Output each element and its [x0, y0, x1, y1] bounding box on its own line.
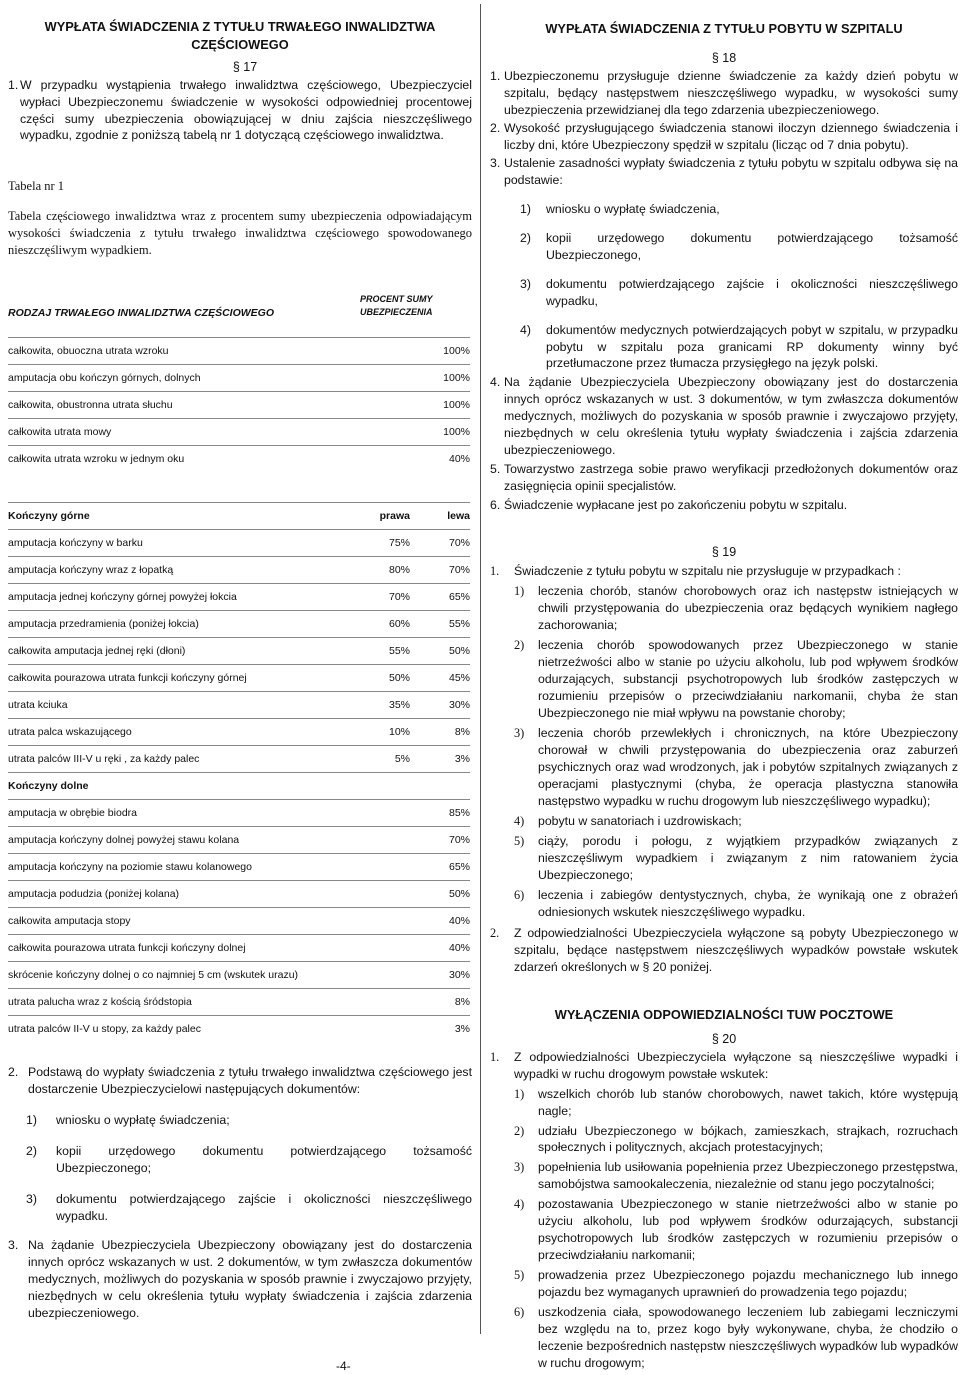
row-label: całkowita pourazowa utrata funkcji kończyny dolnej: [8, 941, 246, 954]
table-row: [8, 364, 470, 391]
table-row: [8, 826, 470, 853]
table-row: [8, 799, 470, 826]
row-value: 100%: [443, 425, 470, 438]
list-number: 1): [26, 1113, 37, 1128]
list-number: 3): [514, 1160, 525, 1175]
section-19-p1: 1. Świadczenie z tytułu pobytu w szpitalu nie przysługuje w przypadkach :: [490, 564, 901, 579]
section-18: § 18: [711, 50, 737, 65]
row-label: utrata palców III-V u ręki , za każdy palec: [8, 752, 200, 765]
row-label: całkowita, obuoczna utrata wzroku: [8, 344, 169, 357]
row-value-left: 30%: [448, 698, 470, 711]
list-text: Świadczenie wypłacane jest po zakończeniu pobytu w szpitalu.: [504, 498, 848, 513]
list-item: [490, 1267, 958, 1301]
row-label: całkowita utrata wzroku w jednym oku: [8, 452, 185, 465]
row-value-left: 70%: [448, 536, 470, 549]
list-text: wniosku o wypłatę świadczenia;: [56, 1113, 230, 1128]
table-row: [8, 391, 470, 418]
left-column: [8, 0, 472, 1322]
list-number: 3): [26, 1192, 37, 1207]
row-value-right: 80%: [388, 563, 410, 576]
row-value: 50%: [448, 887, 470, 900]
row-value-left: 3%: [454, 752, 470, 765]
table-row: [8, 961, 470, 988]
paragraph-2: 2. Podstawą do wypłaty świadczenia z tytułu trwałego inwalidztwa częściowego jest dostarczenie Ubezpieczycielowi następujących dokumentów:: [8, 1065, 472, 1097]
row-value-right: 5%: [394, 752, 410, 765]
list-number: 4.: [490, 375, 501, 390]
list-text: Ubezpieczonemu przysługuje dzienne świadczenie za każdy dzień pobytu w szpitalu, będący następstwem nieszczęśliwego wypadku, w wysokości sumy ubezpieczenia przewidzianej dla tego zdarzenia ubezpieczeniowego.: [504, 68, 958, 117]
row-label: amputacja w obrębie biodra: [8, 806, 137, 819]
list-text: Na żądanie Ubezpieczyciela Ubezpieczony obowiązany jest do dostarczenia innych oprócz wskazanych w ust. 3 dokumentów, w tym zwłaszcza dokumentów medycznych, możliwych do pozyskania w sposób prawnie i zwyczajowo przyjęty, niezbędnych w celu określenia tytułu wypłaty świadczenia i zajścia zdarzenia ubezpieczeniowego.: [504, 375, 958, 458]
row-value-right: 60%: [388, 617, 410, 630]
table-row: [8, 691, 470, 718]
table-row: [8, 418, 470, 445]
row-value: 40%: [448, 914, 470, 927]
list-item: [490, 1086, 958, 1120]
table-row: [8, 934, 470, 961]
section-17: § 17: [232, 60, 258, 75]
list-number: 5): [514, 1268, 525, 1283]
list-item: [490, 1159, 958, 1193]
list-item: [490, 322, 958, 373]
table-row: [8, 853, 470, 880]
row-value-right: 70%: [388, 590, 410, 603]
list-text: ciąży, porodu i połogu, z wyjątkiem przypadków związanych z nieszczęśliwym wypadkiem i związanym z nim ratowaniem życia Ubezpieczonego;: [538, 833, 958, 882]
paragraph-1: 1. W przypadku wystąpienia trwałego inwalidztwa częściowego, Ubezpieczyciel wypłaci Ubezpieczonemu świadczenie w wysokości odpowiedniej procentowej części sumy ubezpieczenia obowiązującej w dniu zajścia nieszczęśliwego wypadku, zgodnie z poniższą tabelą nr 1 dotyczącą częściowego inwalidztwa.: [8, 77, 472, 143]
list-number: 1.: [490, 68, 501, 83]
row-value-right: 55%: [388, 644, 410, 657]
list-text: pozostawania Ubezpieczonego w stanie nietrzeźwości albo w stanie po użyciu alkoholu, lub pod wpływem środków odurzających, substancji psychotropowych lub środków zastępczych w rozumieniu przepisów o przeciwdziałaniu narkomanii;: [538, 1197, 958, 1263]
list-number: 5.: [490, 462, 501, 477]
list-text: leczenia i zabiegów dentystycznych, chyba, że wynikają one z obrażeń odniesionych wskutek nieszczęśliwego wypadku.: [538, 887, 958, 919]
table-row: [8, 529, 470, 556]
list-item: [490, 68, 958, 119]
list-item: [490, 276, 958, 310]
list-number: 2.: [490, 120, 501, 135]
list-number: 1): [514, 584, 525, 599]
section-18-list: [490, 68, 958, 189]
row-value-left: 55%: [448, 617, 470, 630]
paragraph-2-list: [8, 1112, 472, 1225]
list-text: udziału Ubezpieczonego w bójkach, zamieszkach, strajkach, rozruchach społecznych i politycznych, akcjach protestacyjnych;: [538, 1123, 958, 1155]
list-number: 4): [514, 1197, 525, 1212]
row-value: 40%: [448, 452, 470, 465]
table-row: [8, 583, 470, 610]
section-19-sublist: [490, 583, 958, 920]
list-text: leczenia chorób spowodowanych przez Ubezpieczonego w stanie nietrzeźwości albo w stanie po użyciu alkoholu, lub pod wpływem środków odurzających, substancji psychotropowych lub środków zastępczych w rozumieniu przepisów o przeciwdziałaniu narkomanii, chyba że stan Ubezpieczonego nie miał wpływu na powstanie choroby;: [538, 638, 958, 721]
list-number: 5): [514, 833, 525, 848]
list-number: 1): [520, 201, 531, 216]
row-value: 65%: [448, 860, 470, 873]
row-label: całkowita amputacja jednej ręki (dłoni): [8, 644, 186, 657]
list-item: [490, 583, 958, 634]
left-title: WYPŁATA ŚWIADCZENIA Z TYTUŁU TRWAŁEGO INWALIDZTWA CZĘŚCIOWEGO: [44, 19, 436, 52]
row-label: amputacja obu kończyn górnych, dolnych: [8, 371, 201, 384]
list-number: 4): [514, 814, 525, 828]
row-value: 85%: [448, 806, 470, 819]
list-text: Ustalenie zasadności wypłaty świadczenia z tytułu pobytu w szpitalu odbywa się na podstawie:: [504, 155, 958, 187]
list-text: kopii urzędowego dokumentu potwierdzającego tożsamość Ubezpieczonego;: [56, 1144, 472, 1176]
list-text: popełnienia lub usiłowania popełnienia przez Ubezpieczonego przestępstwa, samobójstwa samookaleczenia, niezależnie od stanu jego poczytalności;: [538, 1160, 958, 1192]
section-18-sublist: [490, 201, 958, 373]
table-row: [8, 556, 470, 583]
row-value-right: 50%: [388, 671, 410, 684]
list-number: 6): [514, 1305, 525, 1320]
list-number: 1): [514, 1086, 525, 1101]
row-label: amputacja jednej kończyny górnej powyżej łokcia: [8, 590, 237, 603]
list-number: 2): [26, 1144, 37, 1159]
list-number: 2): [520, 230, 531, 245]
row-value: 100%: [443, 371, 470, 384]
list-item: [490, 201, 958, 218]
list-item: [490, 374, 958, 459]
section-18-list-2: [490, 374, 958, 514]
list-item: [490, 887, 958, 921]
list-item: [490, 497, 958, 514]
right-title: WYPŁATA ŚWIADCZENIA Z TYTUŁU POBYTU W SZPITALU: [545, 21, 903, 36]
row-label: amputacja kończyny w barku: [8, 536, 143, 549]
row-value-left: 70%: [448, 563, 470, 576]
row-label: całkowita, obustronna utrata słuchu: [8, 398, 173, 411]
list-text: kopii urzędowego dokumentu potwierdzającego tożsamość Ubezpieczonego,: [546, 230, 958, 262]
row-value-right: 75%: [388, 536, 410, 549]
table-label: Tabela nr 1: [8, 179, 65, 194]
row-value-right: 35%: [388, 698, 410, 711]
list-text: dokumentów medycznych potwierdzających pobyt w szpitalu, w przypadku pobytu w szpitalu poza granicami RP dokumenty winny być przetłumaczone przez tłumacza przysięgłego na język polski.: [546, 322, 958, 371]
list-item: [490, 637, 958, 722]
section-20-p1: 1. Z odpowiedzialności Ubezpieczyciela wyłączone są nieszczęśliwe wypadki i wypadki w ruchu drogowym powstałe wskutek:: [490, 1049, 958, 1081]
list-number: 3.: [490, 155, 501, 170]
list-text: dokumentu potwierdzającego zajście i okoliczności nieszczęśliwego wypadku,: [546, 276, 958, 308]
table-row: [8, 1015, 470, 1042]
row-label: utrata palucha wraz z kością śródstopia: [8, 995, 192, 1008]
table-row: [8, 745, 470, 772]
list-number: 6): [514, 887, 525, 902]
table-row: [8, 445, 470, 472]
list-item: [8, 1112, 472, 1129]
list-number: 2): [514, 1123, 525, 1138]
lower-limbs-header: Kończyny dolne: [8, 772, 470, 799]
row-label: utrata palców II-V u stopy, za każdy palec: [8, 1022, 201, 1035]
row-value: 70%: [448, 833, 470, 846]
row-label: amputacja kończyny wraz z łopatką: [8, 563, 174, 576]
table-row: [8, 637, 470, 664]
row-value: 8%: [454, 995, 470, 1008]
table-row: [8, 718, 470, 745]
table-row: [8, 337, 470, 364]
row-value: 100%: [443, 398, 470, 411]
list-number: 3): [520, 276, 531, 291]
list-item: [8, 1143, 472, 1177]
list-item: [8, 1191, 472, 1225]
table-row: [8, 880, 470, 907]
row-value: 30%: [448, 968, 470, 981]
row-label: całkowita amputacja stopy: [8, 914, 131, 927]
disability-table: [8, 289, 470, 1042]
list-text: leczenia chorób, stanów chorobowych oraz ich następstw istniejących w chwili przystępowania do ubezpieczenia oraz będących wynikiem nagłego zachorowania;: [538, 584, 958, 633]
row-label: utrata kciuka: [8, 698, 68, 711]
row-value: 3%: [454, 1022, 470, 1035]
list-item: [490, 1196, 958, 1264]
list-item: [490, 833, 958, 884]
row-value-left: 45%: [448, 671, 470, 684]
upper-limbs-header: Kończyny górne prawa lewa: [8, 502, 470, 529]
list-text: prowadzenia przez Ubezpieczonego pojazdu mechanicznego lub innego pojazdu bez wymaganych uprawnień do prowadzenia tego pojazdu;: [538, 1268, 958, 1300]
section-20: § 20: [711, 1032, 737, 1047]
row-label: utrata palca wskazującego: [8, 725, 132, 738]
list-text: wszelkich chorób lub stanów chorobowych, nawet takich, które występują nagle;: [538, 1086, 958, 1118]
table-row: [8, 988, 470, 1015]
row-label: skrócenie kończyny dolnej o co najmniej 5 cm (wskutek urazu): [8, 968, 299, 981]
list-text: Towarzystwo zastrzega sobie prawo weryfikacji przedłożonych dokumentów oraz zasięgnięcia opinii specjalistów.: [504, 462, 958, 494]
right-column: [490, 0, 958, 1372]
table-row: [8, 664, 470, 691]
row-label: całkowita utrata mowy: [8, 425, 112, 438]
table-header: RODZAJ TRWAŁEGO INWALIDZTWA CZĘŚCIOWEGO PROCENT SUMY UBEZPIECZENIA: [8, 294, 433, 319]
row-label: amputacja podudzia (poniżej kolana): [8, 887, 180, 900]
list-item: [490, 230, 958, 264]
list-text: Wysokość przysługującego świadczenia stanowi iloczyn dziennego świadczenia i liczby dni, które Ubezpieczony spędził w szpitalu (licząc od 7 dnia pobytu).: [504, 120, 958, 152]
list-item: [490, 725, 958, 810]
row-value-left: 8%: [454, 725, 470, 738]
row-value-left: 65%: [448, 590, 470, 603]
list-number: 2): [514, 638, 525, 653]
row-value-right: 10%: [388, 725, 410, 738]
list-item: [490, 813, 958, 830]
list-number: 3): [514, 726, 525, 741]
table-row: [8, 610, 470, 637]
list-text: uszkodzenia ciała, spowodowanego leczeniem lub zabiegami leczniczymi bez względu na to, przez kogo były wykonywane, chyba, że chodziło o leczenie bezpośrednich następstw nieszczęśliwych wypadków lub wypadków w ruchu drogowym;: [538, 1305, 958, 1371]
list-item: [490, 120, 958, 154]
row-value: 100%: [443, 344, 470, 357]
list-text: leczenia chorób przewlekłych i chronicznych, na które Ubezpieczony chorował w chwili przystępowania do ubezpieczenia oraz zaburzeń psychicznych oraz wad wrodzonych, jak i pobytów szpitalnych związanych z operacjami plastycznymi (chyba, że operacja plastyczna stanowiła następstwo wypadku w ruchu drogowym lub nieszczęśliwego wypadku);: [538, 726, 958, 809]
list-text: wniosku o wypłatę świadczenia,: [546, 201, 720, 216]
table-row: [8, 907, 470, 934]
list-text: dokumentu potwierdzającego zajście i okoliczności nieszczęśliwego wypadku.: [56, 1192, 472, 1224]
row-label: amputacja kończyny dolnej powyżej stawu kolana: [8, 833, 240, 846]
exclusions-title: WYŁĄCZENIA ODPOWIEDZIALNOŚCI TUW POCZTOWE: [554, 1006, 894, 1022]
row-value: 40%: [448, 941, 470, 954]
column-divider: [480, 4, 481, 1334]
list-item: [490, 155, 958, 189]
row-label: całkowita pourazowa utrata funkcji kończyny górnej: [8, 671, 247, 684]
list-item: [490, 461, 958, 495]
paragraph-3: 3. Na żądanie Ubezpieczyciela Ubezpieczony obowiązany jest do dostarczenia innych oprócz wskazanych w ust. 2 dokumentów, w tym zwłaszcza dokumentów medycznych, możliwych do pozyskania w sposób prawnie i zwyczajowo przyjęty, niezbędnych w celu określenia tytułu wypłaty świadczenia i zajścia zdarzenia ubezpieczeniowego.: [8, 1238, 472, 1321]
page-number: -4-: [336, 1359, 351, 1373]
row-value-left: 50%: [448, 644, 470, 657]
list-number: 6.: [490, 498, 501, 513]
list-item: [490, 1123, 958, 1157]
section-19: § 19: [711, 545, 737, 560]
table-description: Tabela częściowego inwalidztwa wraz z procentem sumy ubezpieczenia odpowiadającym wysokości świadczenia z tytułu trwałego inwalidztwa częściowego spowodowanego nieszczęśliwym wypadkiem.: [8, 208, 472, 258]
list-text: pobytu w sanatoriach i uzdrowiskach;: [538, 814, 742, 828]
row-label: amputacja kończyny na poziomie stawu kolanowego: [8, 860, 252, 873]
list-item: [490, 1304, 958, 1372]
list-number: 4): [520, 322, 531, 337]
section-20-sublist: [490, 1086, 958, 1373]
row-label: amputacja przedramienia (poniżej łokcia): [8, 617, 199, 630]
section-19-p2: 2. Z odpowiedzialności Ubezpieczyciela wyłączone są pobyty Ubezpieczonego w szpitalu, będące następstwem nieszczęśliwych wypadków powstałe wskutek zdarzeń określonych w § 20 poniżej.: [490, 925, 958, 974]
